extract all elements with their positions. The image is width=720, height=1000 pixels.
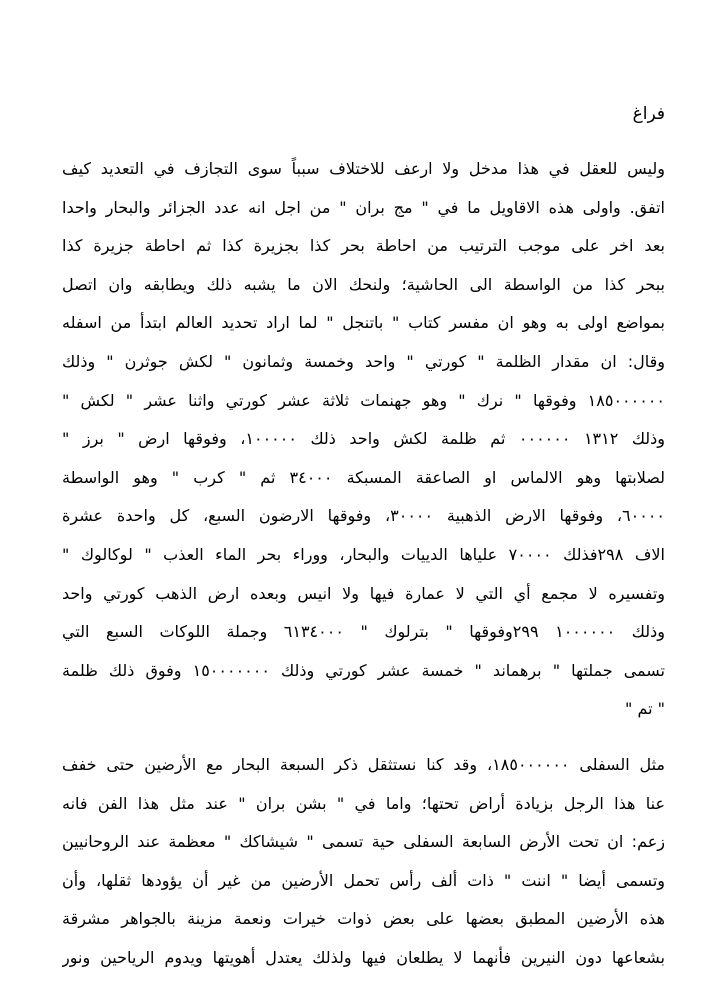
text-line: وذلك ١٣١٢ ٠٠٠٠٠٠ ثم ظلمة لكش واحد ذلك ١٠٠٠٠٠، وفوقها ارض " برز "	[62, 429, 665, 449]
text-line: عنا هذا الرجل بزيادة أراض تحتها؛ واما في " بشن بران " عند مثل هذا الفن فانه	[62, 793, 665, 813]
text-line: " تم "	[625, 699, 665, 719]
text-line: بمواضع اولى به وهو ان مفسر كتاب " باتنجل " لما اراد تحديد العالم ابتدأ من اسفله	[62, 313, 665, 333]
section-heading: فراغ	[632, 104, 665, 124]
text-line: ١٨٥٠٠٠٠٠٠ وفوقها " نرك " وهو جهنمات ثلاثة عشر كورتي واثنا عشر " لكش "	[62, 390, 665, 410]
text-line: ٦٠٠٠٠، وفوقها الارض الذهبية ٣٠٠٠٠، وفوقها الارضون السبع، كل واحدة عشرة	[62, 506, 665, 526]
text-line: ببحر كذا من الواسطة الى الحاشية؛ ولنحك الان ما يشبه ذلك ويطابقه وان اتصل	[62, 274, 665, 294]
text-line: تسمى جملتها " برهماند " خمسة عشر كورتي وذلك ١٥٠٠٠٠٠٠٠ وفوق ذلك ظلمة	[62, 660, 665, 680]
text-line: بشعاعها دون النيرين فأنهما لا يطلعان فيها ولذلك يعتدل أهويتها ويدوم الرياحين ونور	[62, 948, 665, 967]
text-line: وذلك ١٠٠٠٠٠٠ ٢٩٩وفوقها " بترلوك " ٦١٣٤٠٠٠ وجملة اللوكات السبع التي	[62, 622, 665, 642]
text-line: وقال: ان مقدار الظلمة " كورتي " واحد وخمسة وثمانون " لكش جوثرن " وذلك	[62, 352, 665, 371]
text-line: وتسمى أيضا " اننت " ذات ألف رأس تحمل الأرضين من غير أن يؤودها ثقلها، وأن	[62, 870, 665, 890]
text-line: وليس للعقل في هذا مدخل ولا ارعف للاختلاف سبباً سوى التجازف في التعديد كيف	[62, 159, 665, 178]
text-line: وتفسيره لا مجمع أي التي لا عمارة فيها ولا انيس وبعده ارض الذهب كورتي واحد	[62, 583, 665, 603]
text-line: هذه الأرضين المطبق بعضها على بعض ذوات خيرات ونعمة مزينة بالجواهر مشرقة	[62, 909, 665, 929]
text-line: زعم: ان تحت الأرض السابعة السفلى حية تسمى " شيشاكك " معظمة عند الروحانيين	[62, 832, 665, 852]
text-line: مثل السفلى ١٨٥٠٠٠٠٠٠، وقد كنا نستثقل ذكر السبعة البحار مع الأرضين حتى خفف	[62, 755, 665, 774]
text-line: بعد اخر على موجب الترتيب من احاطة بحر كذا بجزيرة كذا ثم احاطة جزيرة كذا	[62, 236, 665, 256]
text-line: الاف ٢٩٨فذلك ٧٠٠٠٠ علياها الدييات والبحار، ووراء بحر الماء العذب " لوكالوك "	[62, 545, 665, 564]
text-line: اتفق. واولى هذه الاقاويل ما في " مج بران " من اجل انه عدد الجزائر والبحار واحدا	[62, 197, 665, 217]
text-line: لصلابتها وهو الالماس او الصاعقة المسبكة ٣٤٠٠٠ ثم " كرب " وهو الواسطة	[62, 467, 665, 487]
